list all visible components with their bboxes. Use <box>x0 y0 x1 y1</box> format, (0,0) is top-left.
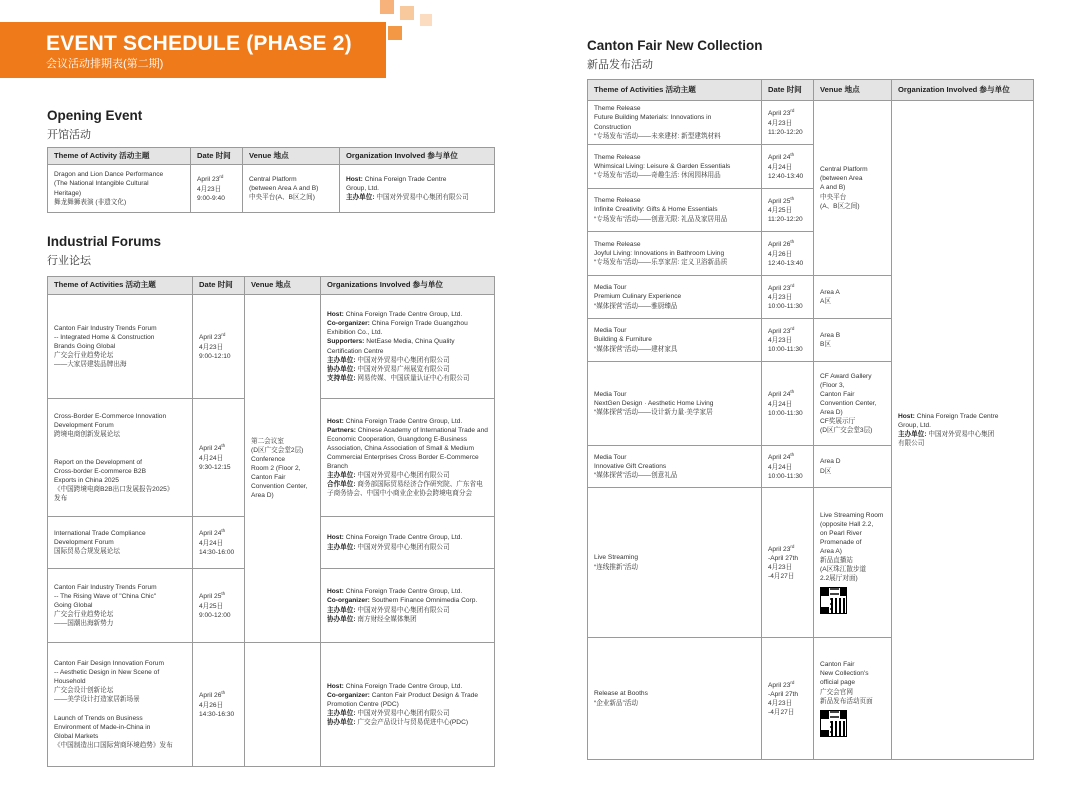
forums-table <box>47 276 495 767</box>
venue-cell: Central Platform (between Area A and B) 中央平台(A、B区之间) <box>243 165 340 213</box>
page-subtitle: 会议活动排期表(第二期) <box>46 58 164 70</box>
date-cell: April 24th 4月24日 12:40-13:40 <box>762 145 814 189</box>
decorative-square <box>380 0 394 14</box>
org-cell <box>321 643 495 767</box>
col-header: Theme of Activity 活动主题 <box>48 148 191 165</box>
col-header: Theme of Activities 活动主题 <box>48 277 193 295</box>
decorative-square <box>420 14 432 26</box>
table-header-row <box>588 80 1034 101</box>
org-line: Co-organizer: Canton Fair Product Design & Trade Promotion Centre (PDC) <box>327 691 478 708</box>
forums-subtitle: 行业论坛 <box>47 255 91 267</box>
org-line: Host: China Foreign Trade Centre Group, Ltd. <box>327 534 463 542</box>
date-cell: April 24th 4月24日 10:00-11:30 <box>762 446 814 488</box>
venue-cell: Live Streaming Room (opposite Hall 2.2, on Pearl River Promenade of Area A) 新品直播站 (A区珠江散步道 2.2展厅对面) <box>814 488 892 638</box>
forums-title: Industrial Forums <box>47 234 162 249</box>
org-cell: Host: China Foreign Trade Centre Group, Ltd. 主办单位: 中国对外贸易中心集团有限公司 <box>340 165 495 213</box>
col-header: Organization Involved 参与单位 <box>340 148 495 165</box>
venue-cell: 第二会议室 (D区广交会堂2层) Conference Room 2 (Floor 2, Canton Fair Convention Center, Area D) <box>245 295 321 643</box>
org-cell <box>321 569 495 643</box>
date-cell: April 25th 4月25日 11:20-12:20 <box>762 189 814 232</box>
org-line: Host: China Foreign Trade Centre Group, Ltd. <box>327 588 463 596</box>
theme-cell: Media Tour Premium Culinary Experience “媒体探营”活动——雅厨臻品 <box>588 276 762 319</box>
date-cell: April 25th 4月25日 9:00-12:00 <box>193 569 245 643</box>
opening-subtitle: 开馆活动 <box>47 129 91 141</box>
header-banner <box>0 22 386 78</box>
qr-code-live-icon[interactable] <box>820 587 847 614</box>
theme-cell: Theme Release Joyful Living: Innovations in Bathroom Living “专场发布”活动——乐享家居: 定义卫浴新品质 <box>588 232 762 276</box>
date-cell: April 23rd -April 27th 4月23日 -4月27日 <box>762 638 814 760</box>
org-line: 合作单位: 商务部国际贸易经济合作研究院、广东省电子商务协会、中国中小商业企业协会跨境电商分会 <box>327 481 483 498</box>
org-line: Host: China Foreign Trade Centre Group, Ltd. <box>327 682 463 690</box>
theme-cell: Canton Fair Industry Trends Forum -- Integrated Home & Construction Brands Going Global 广交会行业趋势论坛 ——大家居建装品牌出海 <box>48 295 193 399</box>
date-cell: April 23rd -April 27th 4月23日 -4月27日 <box>762 488 814 638</box>
date-cell: April 26th 4月26日 12:40-13:40 <box>762 232 814 276</box>
org-line: Co-organizer: Southern Finance Omnimedia Corp. <box>327 597 478 605</box>
table-header-row <box>48 277 495 295</box>
org-line: 主办单位: 中国对外贸易中心集团有限公司 <box>327 710 450 718</box>
col-header: Date 时间 <box>191 148 243 165</box>
collection-title: Canton Fair New Collection <box>587 38 763 53</box>
col-header: Theme of Activities 活动主题 <box>588 80 762 101</box>
org-line: 协办单位: 中国对外贸易广州展览有限公司 <box>327 365 450 373</box>
org-line: Host: China Foreign Trade Centre Group, Ltd. <box>327 311 463 319</box>
org-cell <box>321 399 495 517</box>
date-cell: April 24th 4月24日 9:30-12:15 <box>193 399 245 517</box>
decorative-square <box>388 26 402 40</box>
date-cell: April 24th 4月24日 10:00-11:30 <box>762 362 814 446</box>
theme-cell: Canton Fair Industry Trends Forum -- The Rising Wave of "China Chic" Going Global 广交会行业趋势论坛 ——国潮出海新势力 <box>48 569 193 643</box>
col-header: Venue 地点 <box>243 148 340 165</box>
theme-cell: Dragon and Lion Dance Performance (The National Intangible Cultural Heritage) 舞龙舞狮表演 (非遗文化) <box>48 165 191 213</box>
theme-cell: Cross-Border E-Commerce Innovation Development Forum 跨境电商创新发展论坛 Report on the Development of Cross-border E-commerce B2B Exports in China 2025 《中国跨境电商B2B出口发展报告2025》 发布 <box>48 399 193 517</box>
venue-cell-empty <box>245 643 321 767</box>
theme-cell: Media Tour Innovative Gift Creations “媒体探营”活动——创意礼品 <box>588 446 762 488</box>
col-header: Organizations Involved 参与单位 <box>321 277 495 295</box>
theme-cell: Media Tour NextGen Design · Aesthetic Home Living “媒体探营”活动——设计新力量·美学家居 <box>588 362 762 446</box>
org-line: 协办单位: 南方财经全媒体集团 <box>327 615 417 623</box>
date-cell: April 24th 4月24日 14:30-16:00 <box>193 517 245 569</box>
table-header-row <box>48 148 495 165</box>
opening-title: Opening Event <box>47 108 143 123</box>
venue-cell: Area D D区 <box>814 446 892 488</box>
page-title: EVENT SCHEDULE (PHASE 2) <box>46 32 352 55</box>
theme-cell: Theme Release Whimsical Living: Leisure & Garden Essentials “专场发布”活动——奇趣生活: 休闲园林用品 <box>588 145 762 189</box>
venue-cell: Central Platform (between Area A and B) 中央平台 (A、B区之间) <box>814 101 892 276</box>
collection-subtitle: 新品发布活动 <box>587 59 653 71</box>
table-row <box>48 165 495 213</box>
org-line: 主办单位: 中国对外贸易中心集团有限公司 <box>327 606 450 614</box>
venue-cell: Area A A区 <box>814 276 892 319</box>
date-cell: April 23rd 4月23日 9:00-9:40 <box>191 165 243 213</box>
col-header: Venue 地点 <box>245 277 321 295</box>
table-row <box>48 643 495 767</box>
theme-cell: Canton Fair Design Innovation Forum -- Aesthetic Design in New Scene of Household 广交会设计创新论坛 ——美学设计打造家居新场景 Launch of Trends on Business Environment of Made-in-China in Global Markets 《中国制造出口国际营商环境趋势》发布 <box>48 643 193 767</box>
col-header: Venue 地点 <box>814 80 892 101</box>
date-cell: April 23rd 4月23日 11:20-12:20 <box>762 101 814 145</box>
date-cell: April 26th 4月26日 14:30-16:30 <box>193 643 245 767</box>
theme-cell: Media Tour Building & Furniture “媒体探营”活动——建材家具 <box>588 319 762 362</box>
decorative-square <box>400 6 414 20</box>
date-cell: April 23rd 4月23日 9:00-12:10 <box>193 295 245 399</box>
org-line: 支持单位: 网易传媒、中国质量认证中心有限公司 <box>327 374 470 382</box>
theme-cell: Theme Release Future Building Materials: Innovations in Construction “专场发布”活动——未来建材: 新型建筑材料 <box>588 101 762 145</box>
col-header: Organization Involved 参与单位 <box>892 80 1034 101</box>
theme-cell: Release at Booths “企业新品”活动 <box>588 638 762 760</box>
org-line: 主办单位: 中国对外贸易中心集团有限公司 <box>327 472 450 480</box>
theme-cell: Live Streaming “连线推新”活动 <box>588 488 762 638</box>
org-line: Host: China Foreign Trade Centre Group, Ltd. <box>327 417 463 425</box>
org-line: Partners: Chinese Academy of International Trade and Economic Cooperation, Guangdong E-Business Association, China Association of Small & Medium Commercial Enterprises Cross Border E-Commerce Branch <box>327 426 488 471</box>
org-cell <box>321 295 495 399</box>
venue-cell: CF Award Gallery (Floor 3, Canton Fair Convention Center, Area D) CF奖展示厅 (D区广交会堂3层) <box>814 362 892 446</box>
theme-cell: Theme Release Infinite Creativity: Gifts & Home Essentials “专场发布”活动——创意无限: 礼品及家居用品 <box>588 189 762 232</box>
org-cell <box>321 517 495 569</box>
table-row <box>588 101 1034 145</box>
org-line: 主办单位: 中国对外贸易中心集团有限公司 <box>327 543 450 551</box>
theme-cell: International Trade Compliance Development Forum 国际贸易合规发展论坛 <box>48 517 193 569</box>
venue-cell: Area B B区 <box>814 319 892 362</box>
opening-table <box>47 147 495 213</box>
col-header: Date 时间 <box>193 277 245 295</box>
date-cell: April 23rd 4月23日 10:00-11:30 <box>762 276 814 319</box>
org-line: Co-organizer: China Foreign Trade Guangzhou Exhibition Co., Ltd. <box>327 320 468 337</box>
table-row <box>48 295 495 399</box>
collection-table <box>587 79 1034 760</box>
venue-cell: Canton Fair New Collection's official page 广交会官网 新品发布活动页面 <box>814 638 892 760</box>
date-cell: April 23rd 4月23日 10:00-11:30 <box>762 319 814 362</box>
org-line: 协办单位: 广交会产品设计与贸易促进中心(PDC) <box>327 719 469 727</box>
org-line: Supporters: NetEase Media, China Quality Certification Centre <box>327 338 455 355</box>
col-header: Date 时间 <box>762 80 814 101</box>
org-cell: Host: China Foreign Trade Centre Group, Ltd. 主办单位: 中国对外贸易中心集团 有限公司 <box>892 101 1034 760</box>
org-line: 主办单位: 中国对外贸易中心集团有限公司 <box>327 356 450 364</box>
qr-code-official-icon[interactable] <box>820 710 847 737</box>
